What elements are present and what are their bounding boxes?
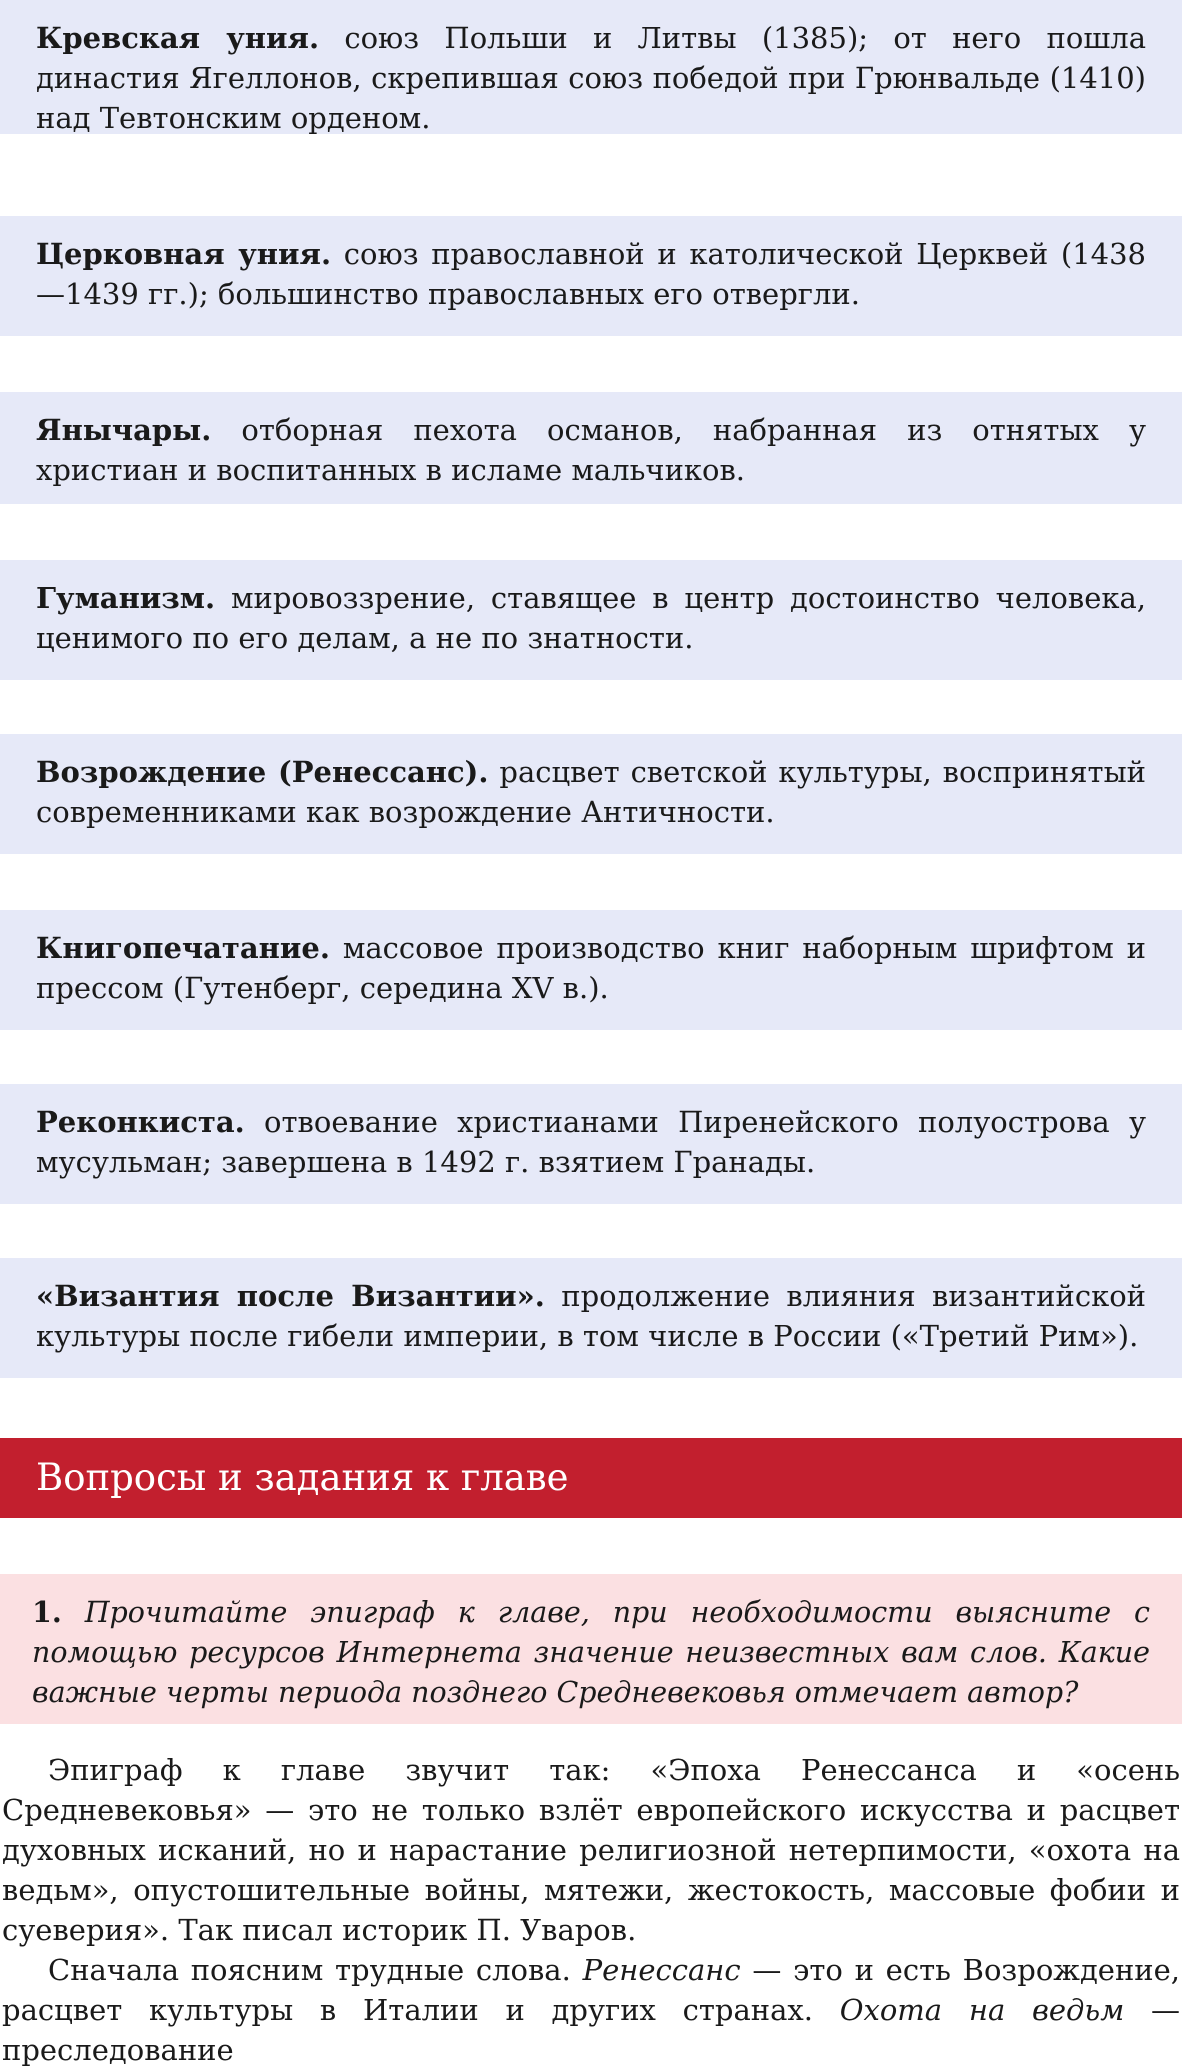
term-title: Реконкиста. [36,1105,245,1139]
term-title: «Византия после Византии». [36,1279,545,1313]
term-title: Гуманизм. [36,581,216,615]
term-block-reconquista [0,1084,1182,1204]
term-block-byzantium-after-byzantium [0,1258,1182,1378]
term-block-humanism [0,560,1182,680]
term-block-krevo-union [0,0,1182,134]
answer-text: Сначала поясним трудные слова. [48,1953,571,1987]
term-block-printing [0,910,1182,1030]
term-title: Книгопечатание. [36,931,330,965]
task-number: 1. [32,1595,62,1629]
term-definition: массовое производство книг наборным шрифтом и прессом (Гутенберг, середина XV в.). [36,931,1147,1005]
term-block-janissaries [0,392,1182,504]
task-question-block [0,1574,1182,1724]
term-block-renaissance [0,734,1182,854]
term-title: Янычары. [36,413,212,447]
term-block-church-union [0,216,1182,336]
term-definition: отборная пехота османов, набранная из отнятых у христиан и воспитанных в исламе мальчиков. [36,413,1147,487]
term-title: Возрождение (Ренессанс). [36,755,489,789]
answer-text: — преследование [2,1993,1180,2067]
answer-term: Охота на ведьм [839,1993,1125,2027]
term-definition: мировоззрение, ставящее в центр достоинство человека, ценимого по его делам, а не по знатности. [36,581,1146,655]
term-title: Церковная уния. [36,237,332,271]
answer-paragraph [0,1950,1182,2070]
term-definition: союз православной и католической Церквей (1438—1439 гг.); большинство православных его отвергли. [36,237,1147,311]
task-question: Прочитайте эпиграф к главе, при необходимости выясните с помощью ресурсов Интернета значение неизвестных вам слов. Какие важные черты периода позднего Средневековья отмечает автор? [32,1596,1151,1709]
answer-term: Ренессанс [582,1953,741,1987]
term-definition: расцвет светской культуры, воспринятый современниками как возрождение Античности. [36,755,1146,829]
term-definition: союз Польши и Литвы (1385); от него пошла династия Ягеллонов, скрепившая союз победой при Грюнвальде (1410) над Тевтонским орденом. [36,21,1146,135]
term-title: Кревская уния. [36,21,320,55]
term-definition: отвоевание христианами Пиренейского полуострова у мусульман; завершена в 1492 г. взятием Гранады. [36,1105,1147,1179]
section-header: Вопросы и задания к главе [0,1438,1182,1518]
answer-paragraph: Эпиграф к главе звучит так: «Эпоха Ренессанса и «осень Средневековья» — это не только взлёт европейского искусства и расцвет духовных исканий, но и нарастание религиозной нетерпимости, «охота на ведьм», опустошительные войны, мятежи, жестокость, массовые фобии и суеверия». Так писал историк П. Уваров. [2,1753,1180,1947]
term-definition: продолжение влияния византийской культуры после гибели империи, в том числе в России («Третий Рим»). [36,1279,1146,1353]
answer-text: — это и есть Возрождение, расцвет культуры в Италии и других странах. [2,1953,1181,2027]
